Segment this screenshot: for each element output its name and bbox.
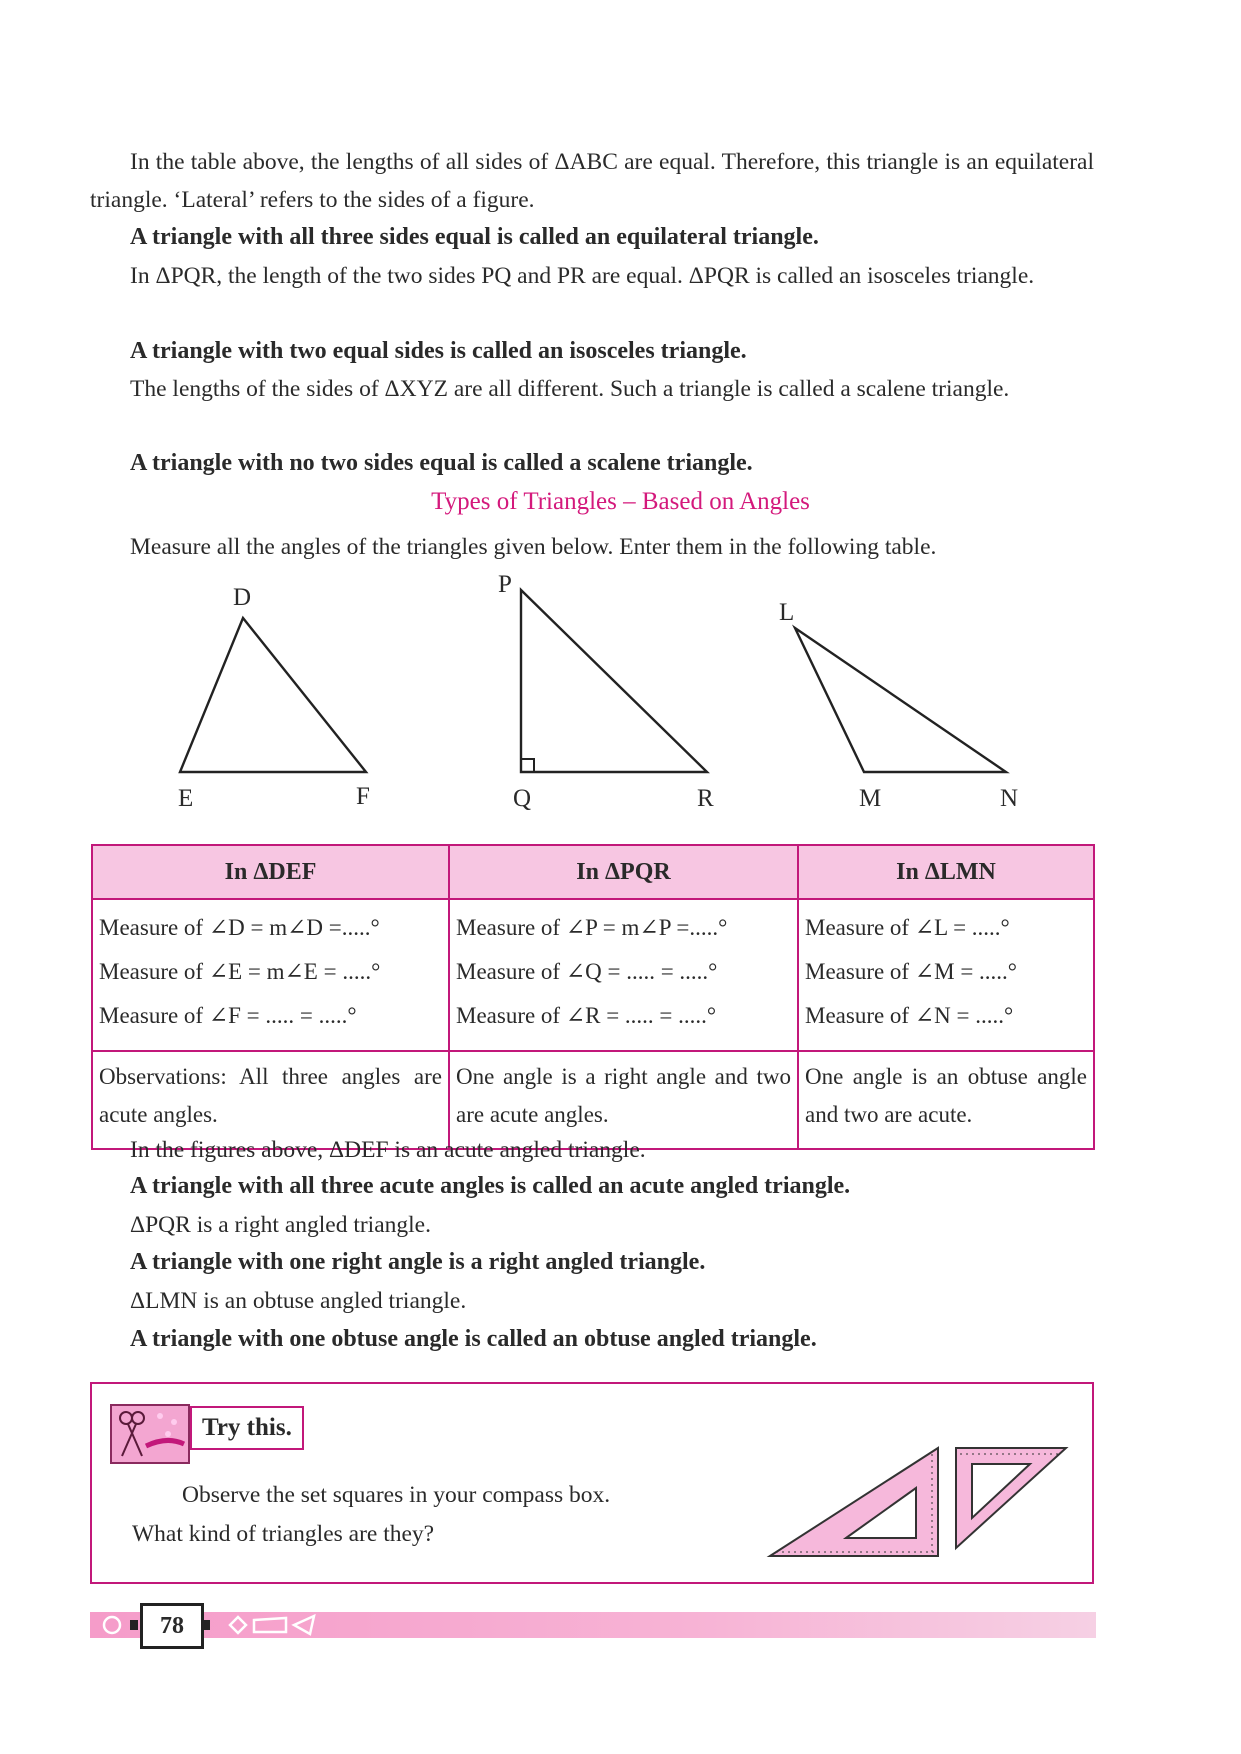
instruction-text: Measure all the angles of the triangles given below. Enter them in the following table.	[130, 534, 937, 560]
definition-equilateral: A triangle with all three sides equal is called an equilateral triangle.	[130, 224, 819, 250]
definition-scalene: A triangle with no two sides equal is called a scalene triangle.	[130, 450, 753, 476]
observation-pqr: One angle is a right angle and two are acute angles.	[449, 1051, 798, 1149]
table-header-pqr: In ΔPQR	[449, 845, 798, 899]
try-this-line2: What kind of triangles are they?	[132, 1521, 435, 1547]
triangle-lmn	[779, 599, 1018, 810]
table-header-lmn: In ΔLMN	[798, 845, 1094, 899]
set-squares-icon	[766, 1434, 1086, 1574]
table-header-row	[92, 845, 1094, 899]
vertex-label-d: D	[233, 584, 252, 611]
vertex-label-n: N	[1000, 785, 1019, 810]
footer-bar	[90, 1612, 1096, 1638]
vertex-label-e: E	[178, 785, 194, 810]
vertex-label-q: Q	[513, 785, 532, 810]
vertex-label-f: F	[356, 783, 370, 810]
measure-angle-n: Measure of ∠N = .....°	[805, 1003, 1014, 1028]
angle-measure-table	[91, 844, 1095, 1150]
page-number: 78	[140, 1603, 204, 1649]
try-this-line1: Observe the set squares in your compass box.	[182, 1482, 611, 1508]
paragraph-isosceles: In ΔPQR, the length of the two sides PQ and PR are equal. ΔPQR is called an isosceles triangle.	[130, 263, 1035, 289]
measure-angle-d: Measure of ∠D = m∠D =.....°	[99, 915, 380, 940]
vertex-label-p: P	[498, 571, 512, 598]
measures-cell-def	[92, 899, 449, 1051]
definition-obtuse: A triangle with one obtuse angle is called an obtuse angled triangle.	[130, 1326, 817, 1352]
paragraph-equilateral: In the table above, the lengths of all sides of ΔABC are equal. Therefore, this triangle is an equilateral triangle. ‘Lateral’ refers to the sides of a figure.	[90, 149, 1094, 213]
vertex-label-r: R	[697, 785, 714, 810]
triangle-pqr	[498, 571, 714, 810]
vertex-label-l: L	[779, 599, 795, 626]
footer-shapes-icon	[90, 1612, 350, 1638]
measure-angle-f: Measure of ∠F = ..... = .....°	[99, 1003, 357, 1028]
triangle-def	[178, 584, 370, 810]
definition-right: A triangle with one right angle is a right angled triangle.	[130, 1249, 706, 1275]
paragraph-scalene: The lengths of the sides of ΔXYZ are all different. Such a triangle is called a scalene triangle.	[130, 376, 1010, 402]
try-this-box	[90, 1382, 1094, 1584]
measure-angle-e: Measure of ∠E = m∠E = .....°	[99, 959, 381, 984]
scissors-tape-icon	[110, 1404, 190, 1464]
measure-angle-m: Measure of ∠M = .....°	[805, 959, 1017, 984]
section-heading: Types of Triangles – Based on Angles	[431, 488, 810, 515]
vertex-label-m: M	[859, 785, 882, 810]
definition-isosceles: A triangle with two equal sides is called an isosceles triangle.	[130, 338, 747, 364]
conclusion-acute: In the figures above, ΔDEF is an acute angled triangle.	[130, 1137, 646, 1163]
measures-cell-lmn	[798, 899, 1094, 1051]
measure-angle-r: Measure of ∠R = ..... = .....°	[456, 1003, 717, 1028]
conclusion-obtuse: ΔLMN is an obtuse angled triangle.	[130, 1288, 467, 1314]
definition-acute: A triangle with all three acute angles is called an acute angled triangle.	[130, 1173, 851, 1199]
table-row-measures	[92, 899, 1094, 1051]
measure-angle-l: Measure of ∠L = .....°	[805, 915, 1010, 940]
observation-lmn: One angle is an obtuse angle and two are acute.	[798, 1051, 1094, 1149]
table-header-def: In ΔDEF	[92, 845, 449, 899]
measure-angle-p: Measure of ∠P = m∠P =.....°	[456, 915, 728, 940]
conclusion-right: ΔPQR is a right angled triangle.	[130, 1212, 431, 1238]
measures-cell-pqr	[449, 899, 798, 1051]
right-angle-mark	[521, 759, 534, 772]
measure-angle-q: Measure of ∠Q = ..... = .....°	[456, 959, 718, 984]
observation-def: Observations: All three angles are acute angles.	[92, 1051, 449, 1149]
triangle-figures	[0, 560, 1241, 810]
try-this-label: Try this.	[190, 1406, 304, 1450]
